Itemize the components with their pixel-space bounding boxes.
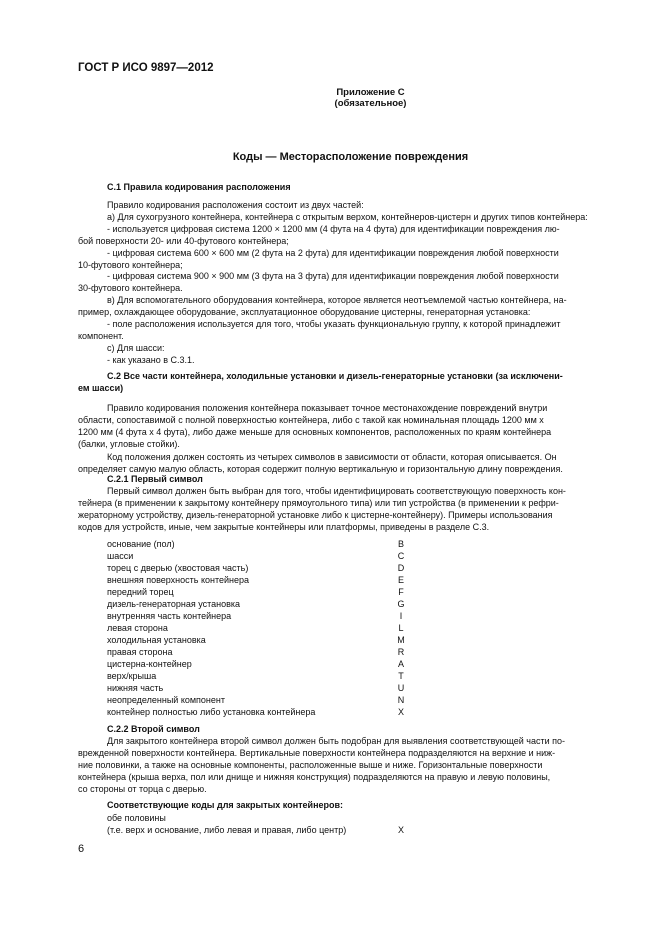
code-symbol: L	[398, 623, 404, 633]
closed-halves-row	[107, 825, 407, 835]
text-line: - цифровая система 600 × 600 мм (2 фута на 2 фута) для идентификации повреждения любой поверхности	[107, 247, 559, 258]
annex-title: Приложение С	[336, 87, 405, 98]
code-symbol: G	[397, 599, 405, 609]
text-line: (балки, угловые стойки).	[78, 438, 180, 449]
code-row	[107, 574, 407, 586]
code-row	[107, 646, 407, 658]
text-line: контейнера (крыша верха, пол или днище и нижняя конструкция) подразделяются на правую и левую половины,	[78, 771, 551, 782]
code-row	[107, 670, 407, 682]
section-c2-heading	[78, 371, 616, 395]
code-label: внешняя поверхность контейнера	[107, 575, 250, 585]
code-symbol: U	[397, 683, 405, 693]
heading-line: С.2 Все части контейнера, холодильные установки и дизель-генераторные установки (за исключени-	[107, 371, 563, 381]
text-line: Код положения должен состоять из четырех символов в зависимости от области, которая описывается. Он	[107, 452, 557, 462]
text-line: 30-футового контейнера.	[78, 283, 183, 294]
code-label: контейнер полностью либо установка контейнера	[107, 707, 316, 717]
code-symbol: M	[397, 635, 405, 645]
text-line: бой поверхности 20- или 40-футового контейнера;	[78, 235, 289, 246]
text-line: Правило кодирования расположения состоит из двух частей:	[107, 200, 364, 210]
code-symbol: B	[397, 539, 404, 549]
code-row	[107, 658, 407, 670]
text-line: жераторному устройству, дизель-генераторной установке либо к цистерне-контейнеру). Примеры использования	[78, 509, 553, 520]
text-line: 10-футового контейнера;	[78, 259, 183, 270]
code-label: левая сторона	[107, 623, 168, 633]
code-row	[107, 622, 407, 634]
closed-halves-detail: (т.е. верх и основание, либо левая и правая, либо центр)	[107, 825, 347, 835]
annex-status: (обязательное)	[334, 98, 407, 109]
text-line: Правило кодирования положения контейнера показывает точное местонахождение повреждений внутри	[107, 403, 548, 413]
code-label: торец с дверью (хвостовая часть)	[107, 563, 249, 573]
text-line: с) Для шасси:	[107, 342, 165, 353]
closed-containers-heading: Соответствующие коды для закрытых контейнеров:	[107, 800, 344, 810]
text-line: области, сопоставимой с полной поверхностью контейнера, либо с такой как номинальная площадь 1200 мм х	[78, 414, 544, 425]
text-line: Для закрытого контейнера второй символ должен быть подобран для выявления соответствующей части по-	[107, 736, 566, 746]
code-label: неопределенный компонент	[107, 695, 225, 705]
text-line: - как указано в С.3.1.	[107, 354, 195, 365]
code-symbol: N	[397, 695, 405, 705]
code-label: верх/крыша	[107, 671, 157, 681]
annex-heading: Коды — Месторасположение повреждения	[232, 151, 469, 163]
code-symbol: R	[397, 647, 405, 657]
closed-halves-label: обе половины	[107, 813, 166, 823]
text-line: - цифровая система 900 × 900 мм (3 фута на 3 фута) для идентификации повреждения любой поверхности	[107, 271, 559, 282]
code-symbol: T	[398, 671, 404, 681]
text-line: - поле расположения используется для того, чтобы указать функциональную группу, к которой принадлежит	[107, 319, 561, 330]
code-symbol: F	[398, 587, 404, 597]
code-row	[107, 562, 407, 574]
closed-halves-code: X	[397, 825, 404, 835]
code-label: дизель-генераторная установка	[107, 599, 241, 609]
text-line: в) Для вспомогательного оборудования контейнера, которое является неотъемлемой частью контейнера, на-	[107, 295, 567, 306]
text-line: 1200 мм (4 фута х 4 фута), либо даже меньше для основных компонентов, расположенных по краям контейнера	[78, 426, 552, 437]
code-row	[107, 694, 407, 706]
code-symbol: I	[399, 611, 403, 621]
code-row	[107, 706, 407, 718]
code-label: холодильная установка	[107, 635, 206, 645]
text-line: ние половинки, а также на основные компоненты, расположенные выше и ниже. Горизонтальные поверхности	[78, 759, 543, 770]
text-line: врежденной поверхности контейнера. Вертикальные поверхности контейнера подразделяются на верхние и ниж-	[78, 747, 556, 758]
text-line: а) Для сухогрузного контейнера, контейнера с открытым верхом, контейнеров-цистерн и других типов контейнера:	[107, 211, 588, 222]
code-label: основание (пол)	[107, 539, 175, 549]
code-row	[107, 538, 407, 550]
code-list	[107, 538, 407, 718]
code-symbol: D	[397, 563, 405, 573]
section-c1-body	[78, 200, 616, 367]
text-line: Первый символ должен быть выбран для того, чтобы идентифицировать соответствующую поверхность кон-	[107, 486, 566, 496]
text-line: тейнера (в применении к закрытому контейнеру прямоугольного типа) или тип устройства (в применении к рефри-	[78, 497, 559, 508]
text-line: со стороны от торца с дверью.	[78, 783, 207, 794]
section-c2-para1	[78, 403, 616, 451]
code-row	[107, 598, 407, 610]
code-row	[107, 610, 407, 622]
code-symbol: A	[397, 659, 404, 669]
text-line: кодов для устройств, иные, чем закрытые контейнеры или платформы, приведены в разделе С.3.	[78, 521, 490, 532]
text-line: определяет самую малую область, которая содержит полную вертикальную и горизонтальную длину повреждения.	[78, 463, 563, 474]
heading-line: ем шасси)	[78, 382, 124, 393]
code-symbol: C	[397, 551, 405, 561]
subsection-c22-body	[78, 736, 616, 796]
code-symbol: X	[397, 707, 404, 717]
subsection-c22-heading: С.2.2 Второй символ	[107, 724, 200, 734]
subsection-c21-body	[78, 486, 616, 534]
code-label: правая сторона	[107, 647, 173, 657]
code-row	[107, 586, 407, 598]
code-label: передний торец	[107, 587, 174, 597]
page-number: 6	[78, 843, 85, 855]
code-label: нижняя часть	[107, 683, 164, 693]
code-row	[107, 550, 407, 562]
text-line: компонент.	[78, 330, 124, 341]
section-c1-heading: С.1 Правила кодирования расположения	[107, 182, 291, 192]
standard-header: ГОСТ Р ИСО 9897—2012	[78, 62, 214, 74]
code-label: внутренняя часть контейнера	[107, 611, 232, 621]
code-symbol: E	[397, 575, 404, 585]
code-label: цистерна-контейнер	[107, 659, 192, 669]
code-row	[107, 682, 407, 694]
section-c2-para2	[78, 452, 616, 476]
code-label: шасси	[107, 551, 134, 561]
code-row	[107, 634, 407, 646]
text-line: - используется цифровая система 1200 × 1200 мм (4 фута на 4 фута) для идентификации повреждения лю-	[107, 223, 560, 234]
subsection-c21-heading: С.2.1 Первый символ	[107, 474, 203, 484]
text-line: пример, охлаждающее оборудование, эксплуатационное оборудование цистерны, генераторная установка:	[78, 307, 531, 318]
